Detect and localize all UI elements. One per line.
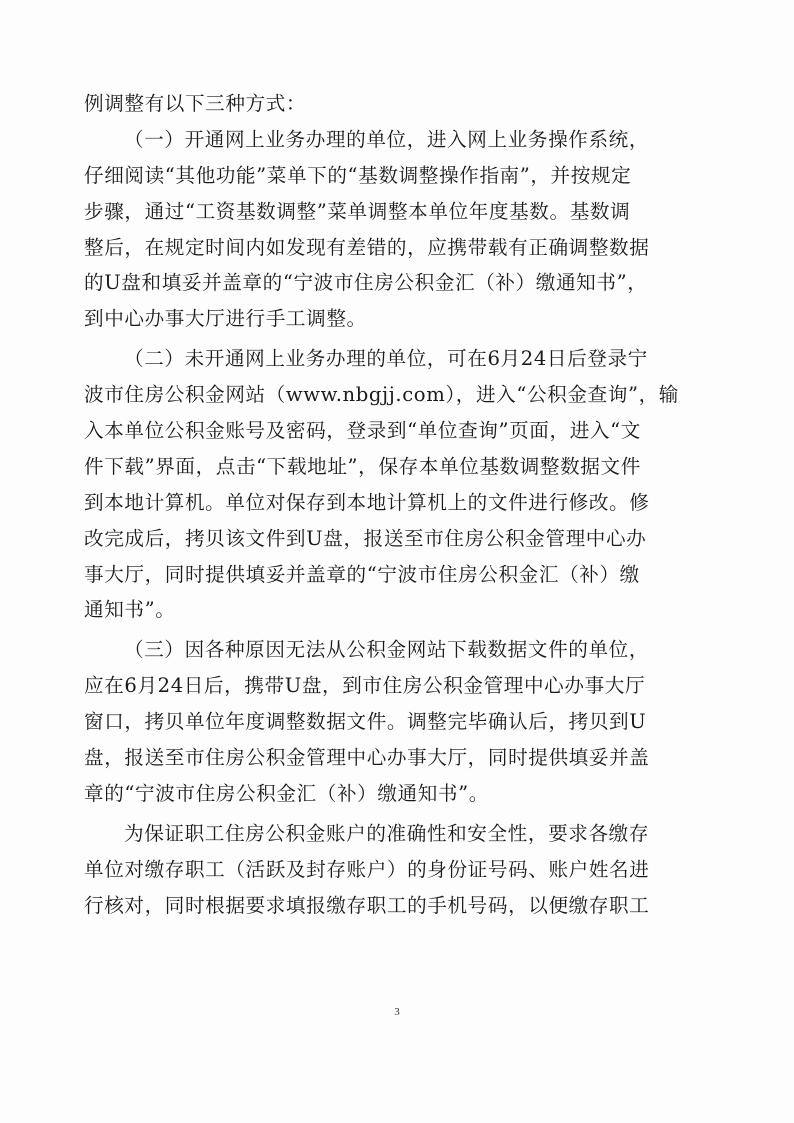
text-line: 步骤，通过“工资基数调整”菜单调整本单位年度基数。基数调 bbox=[84, 199, 631, 223]
text-line: 通知书”。 bbox=[84, 598, 176, 622]
text-line: 窗口，拷贝单位年度调整数据文件。调整完毕确认后，拷贝到U bbox=[84, 710, 647, 734]
page-number: 3 bbox=[394, 1006, 400, 1018]
text-line: 改完成后，拷贝该文件到U盘，报送至市住房公积金管理中心办 bbox=[84, 526, 647, 550]
text-line: （三）因各种原因无法从公积金网站下载数据文件的单位， bbox=[124, 638, 650, 662]
text-line: 单位对缴存职工（活跃及封存账户）的身份证号码、账户姓名进 bbox=[84, 857, 650, 881]
text-line: 整后，在规定时间内如发现有差错的，应携带载有正确调整数据 bbox=[84, 235, 650, 259]
text-line: 到本地计算机。单位对保存到本地计算机上的文件进行修改。修 bbox=[84, 490, 650, 514]
text-line: 应在6月24日后，携带U盘，到市住房公积金管理中心办事大厅 bbox=[84, 674, 646, 698]
text-line: 到中心办事大厅进行手工调整。 bbox=[84, 307, 367, 331]
document-body bbox=[84, 86, 696, 923]
text-line: 例调整有以下三种方式： bbox=[84, 92, 307, 115]
text-line: 仔细阅读“其他功能”菜单下的“基数调整操作指南”，并按规定 bbox=[84, 163, 632, 187]
text-line: 入本单位公积金账号及密码，登录到“单位查询”页面，进入“文 bbox=[84, 419, 641, 443]
text-line: 件下载”界面，点击“下载地址”，保存本单位基数调整数据文件 bbox=[84, 454, 641, 478]
text-line: 事大厅，同时提供填妥并盖章的“宁波市住房公积金汇（补）缴 bbox=[84, 562, 640, 586]
text-line: 的U盘和填妥并盖章的“宁波市住房公积金汇（补）缴通知书”， bbox=[84, 271, 648, 295]
text-line: 行核对，同时根据要求填报缴存职工的手机号码，以便缴存职工 bbox=[84, 893, 650, 917]
text-line: 盘，报送至市住房公积金管理中心办事大厅，同时提供填妥并盖 bbox=[84, 746, 650, 770]
text-line: 为保证职工住房公积金账户的准确性和安全性，要求各缴存 bbox=[124, 821, 650, 845]
text-line: （一）开通网上业务办理的单位，进入网上业务操作系统， bbox=[124, 127, 650, 151]
text-line: 波市住房公积金网站（www.nbgjj.com），进入“公积金查询”，输 bbox=[84, 383, 679, 407]
text-line: （二）未开通网上业务办理的单位，可在6月24日后登录宁 bbox=[124, 347, 648, 371]
text-line: 章的“宁波市住房公积金汇（补）缴通知书”。 bbox=[84, 781, 489, 805]
